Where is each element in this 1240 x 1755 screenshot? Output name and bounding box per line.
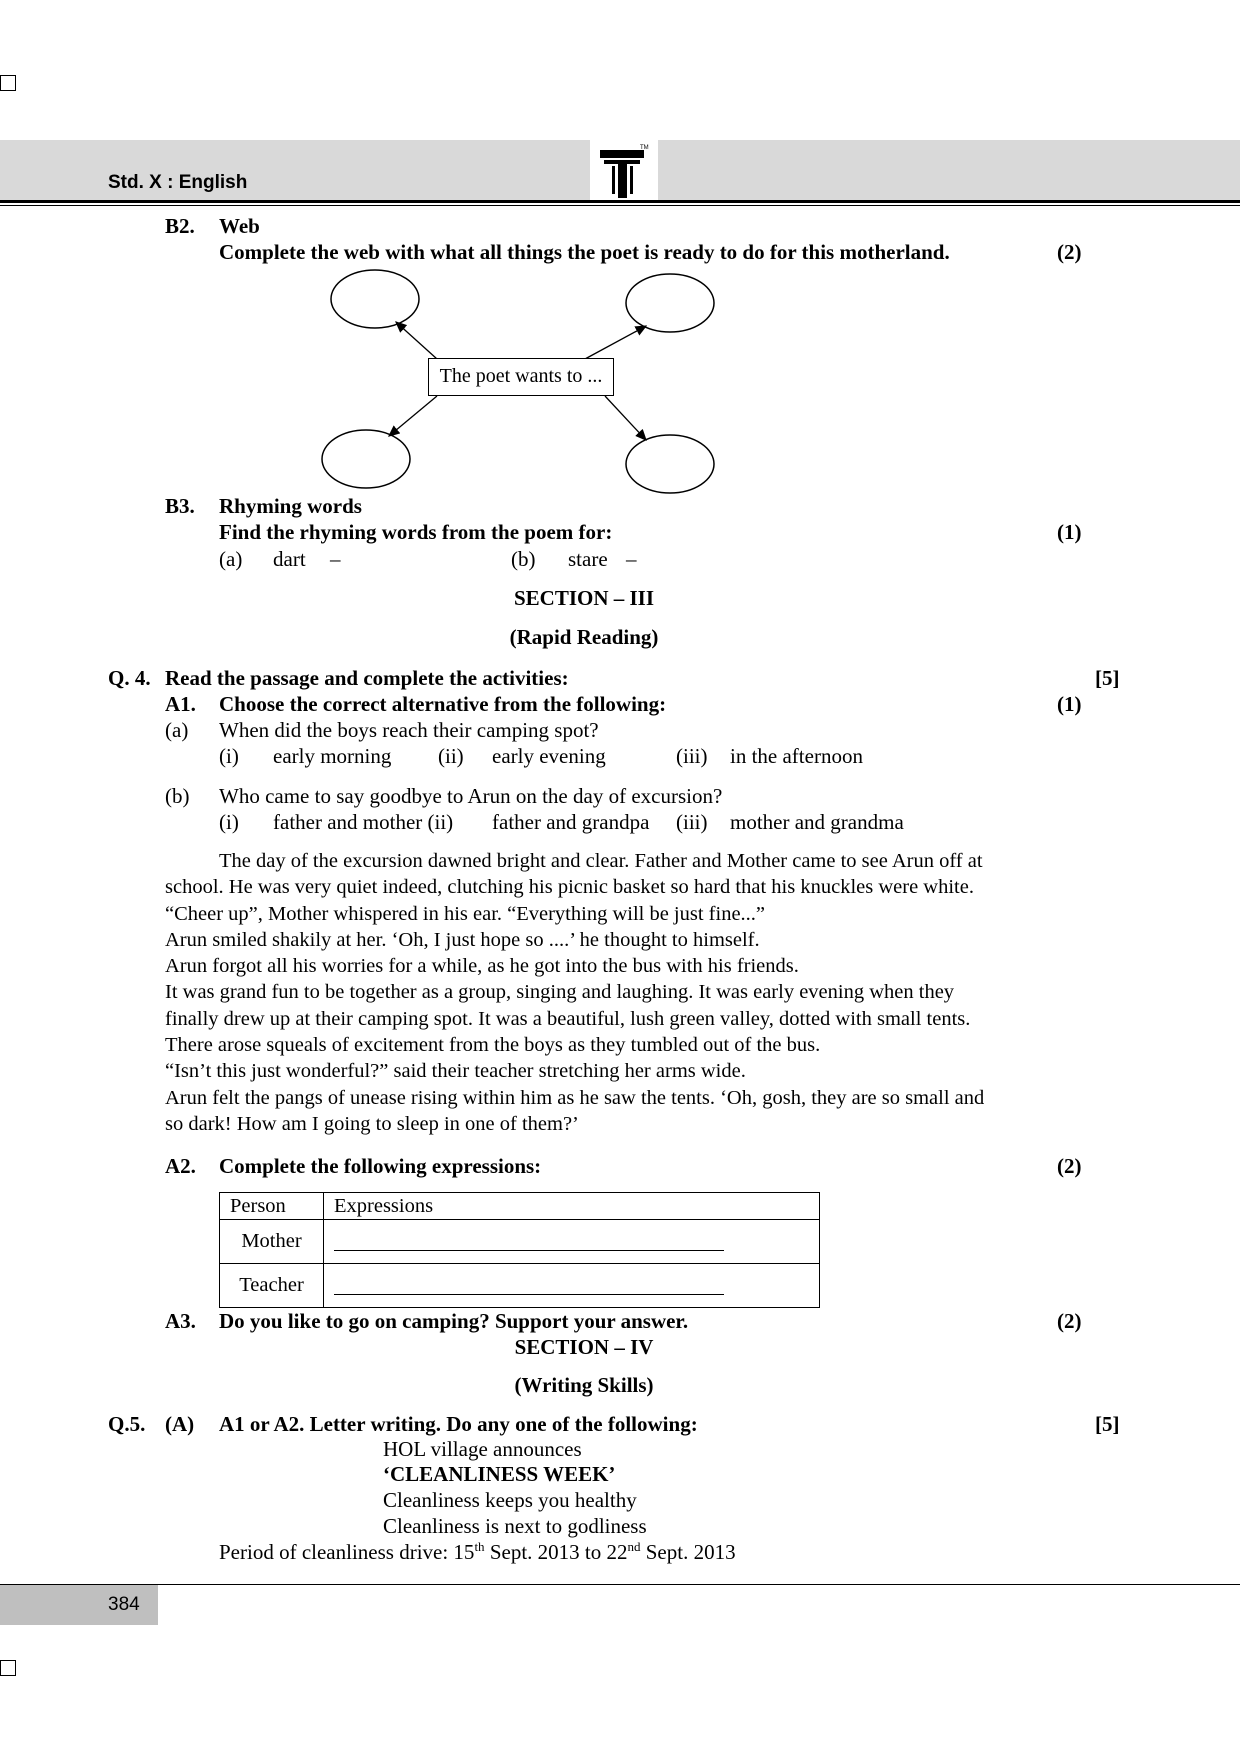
a2-marks: (2) <box>1057 1154 1082 1178</box>
passage-line: It was grand fun to be together as a group, singing and laughing. It was early evening when they <box>165 981 955 1004</box>
a1-qb-opt3-text: mother and grandma <box>730 810 904 834</box>
passage-line: so dark! How am I going to sleep in one of them?’ <box>165 1112 579 1135</box>
publisher-logo <box>590 140 658 200</box>
a1-qa-opt1-text: early morning <box>273 744 392 768</box>
b2-instruction: Complete the web with what all things the poet is ready to do for this motherland. <box>219 240 950 264</box>
page-number: 384 <box>108 1594 140 1615</box>
passage-line: “Isn’t this just wonderful?” said their teacher stretching her arms wide. <box>165 1060 746 1083</box>
a1-qa-opt3-text: in the afternoon <box>730 744 863 768</box>
footer-rule <box>0 1584 1240 1585</box>
a1-qb-label: (b) <box>165 784 190 808</box>
b3-a-word: dart <box>273 547 306 571</box>
b2-number: B2. <box>165 214 195 238</box>
web-arrow-bottom-left <box>389 396 437 436</box>
logo-t-icon <box>590 140 658 200</box>
answer-blank-line[interactable] <box>334 1232 724 1251</box>
a1-qa-opt1-label: (i) <box>219 744 239 768</box>
answer-blank-line[interactable] <box>334 1276 724 1295</box>
table-row <box>220 1264 820 1308</box>
web-bubble-bottom-left <box>322 430 410 488</box>
crop-mark-top <box>0 75 16 91</box>
a1-qa-opt3-label: (iii) <box>676 744 708 768</box>
passage-line: There arose squeals of excitement from the boys as they tumbled out of the bus. <box>165 1034 821 1057</box>
b3-a-label: (a) <box>219 547 243 571</box>
web-arrow-bottom-right <box>605 396 646 440</box>
q5-part: (A) <box>165 1412 195 1436</box>
header-rule-thin <box>0 205 1240 206</box>
section-4-subtitle: (Writing Skills) <box>514 1373 654 1397</box>
cleanliness-period: Period of cleanliness drive: 15th Sept. 2013 to 22nd Sept. 2013 <box>219 1539 736 1564</box>
a3-marks: (2) <box>1057 1309 1082 1333</box>
a3-title: Do you like to go on camping? Support your answer. <box>219 1309 689 1333</box>
q4-title: Read the passage and complete the activities: <box>165 666 569 690</box>
b3-b-label: (b) <box>511 547 536 571</box>
table-cell-blank[interactable] <box>324 1264 820 1308</box>
b3-b-dash: – <box>626 547 637 571</box>
b3-title: Rhyming words <box>219 494 362 518</box>
table-row <box>220 1220 820 1264</box>
section-3-subtitle: (Rapid Reading) <box>509 625 659 649</box>
a1-qb-opt2-text: father and grandpa <box>492 810 650 834</box>
web-bubble-top-left <box>331 270 419 328</box>
a1-qb-opt1-text: father and mother (ii) <box>273 810 454 834</box>
table-header-expressions: Expressions <box>324 1193 820 1220</box>
expressions-table <box>219 1192 820 1308</box>
q5-marks: [5] <box>1095 1412 1120 1436</box>
notice-line-2: ‘CLEANLINESS WEEK’ <box>383 1462 616 1486</box>
b2-marks: (2) <box>1057 240 1082 264</box>
a1-qb-opt1-label: (i) <box>219 810 239 834</box>
table-header-person: Person <box>220 1193 324 1220</box>
table-cell-blank[interactable] <box>324 1220 820 1264</box>
passage-line: Arun forgot all his worries for a while, as he got into the bus with his friends. <box>165 955 799 978</box>
header-title: Std. X : English <box>108 172 248 193</box>
a3-number: A3. <box>165 1309 196 1333</box>
b3-number: B3. <box>165 494 195 518</box>
b3-marks: (1) <box>1057 520 1082 544</box>
q5-title: A1 or A2. Letter writing. Do any one of the following: <box>219 1412 698 1436</box>
web-arrow-top-right <box>585 326 646 359</box>
table-header-row <box>220 1193 820 1220</box>
crop-mark-bottom <box>0 1660 16 1676</box>
table-cell-person: Mother <box>220 1220 324 1264</box>
a1-number: A1. <box>165 692 196 716</box>
a1-qb-opt3-label: (iii) <box>676 810 708 834</box>
passage-line: Arun smiled shakily at her. ‘Oh, I just hope so ....’ he thought to himself. <box>165 928 760 951</box>
a1-qa-label: (a) <box>165 718 189 742</box>
q4-number: Q. 4. <box>108 666 151 690</box>
svg-text:TM: TM <box>640 145 649 151</box>
passage-line: school. He was very quiet indeed, clutching his picnic basket so hard that his knuckles were white. <box>165 876 974 899</box>
a1-qa-opt2-label: (ii) <box>438 744 464 768</box>
section-4-title: SECTION – IV <box>514 1335 654 1359</box>
a1-qb-text: Who came to say goodbye to Arun on the day of excursion? <box>219 784 723 808</box>
a1-qa-opt2-text: early evening <box>492 744 606 768</box>
a1-marks: (1) <box>1057 692 1082 716</box>
q5-number: Q.5. <box>108 1412 146 1436</box>
a2-number: A2. <box>165 1154 196 1178</box>
passage-line: finally drew up at their camping spot. It was a beautiful, lush green valley, dotted with small tents. <box>165 1007 971 1030</box>
notice-line-1: HOL village announces <box>383 1437 582 1461</box>
notice-line-3: Cleanliness keeps you healthy <box>383 1488 637 1512</box>
b3-b-word: stare <box>568 547 608 571</box>
a1-qa-text: When did the boys reach their camping spot? <box>219 718 599 742</box>
reading-passage <box>165 848 1060 1137</box>
a1-title: Choose the correct alternative from the following: <box>219 692 667 716</box>
b3-instruction: Find the rhyming words from the poem for: <box>219 520 613 544</box>
web-bubble-top-right <box>626 274 714 332</box>
q4-marks: [5] <box>1095 666 1120 690</box>
web-center-box: The poet wants to ... <box>428 358 614 396</box>
section-3-title: SECTION – III <box>513 586 655 610</box>
passage-line: “Cheer up”, Mother whispered in his ear. “Everything will be just fine...” <box>165 902 766 925</box>
passage-line: The day of the excursion dawned bright and clear. Father and Mother came to see Arun off at <box>219 850 983 872</box>
table-cell-person: Teacher <box>220 1264 324 1308</box>
header-rule <box>0 200 1240 203</box>
web-arrow-top-left <box>396 322 437 359</box>
passage-line: Arun felt the pangs of unease rising within him as he saw the tents. ‘Oh, gosh, they are so small and <box>165 1086 985 1109</box>
notice-line-4: Cleanliness is next to godliness <box>383 1514 647 1538</box>
web-bubble-bottom-right <box>626 435 714 493</box>
b3-a-dash: – <box>330 547 341 571</box>
b2-title: Web <box>219 214 260 238</box>
a2-title: Complete the following expressions: <box>219 1154 542 1178</box>
